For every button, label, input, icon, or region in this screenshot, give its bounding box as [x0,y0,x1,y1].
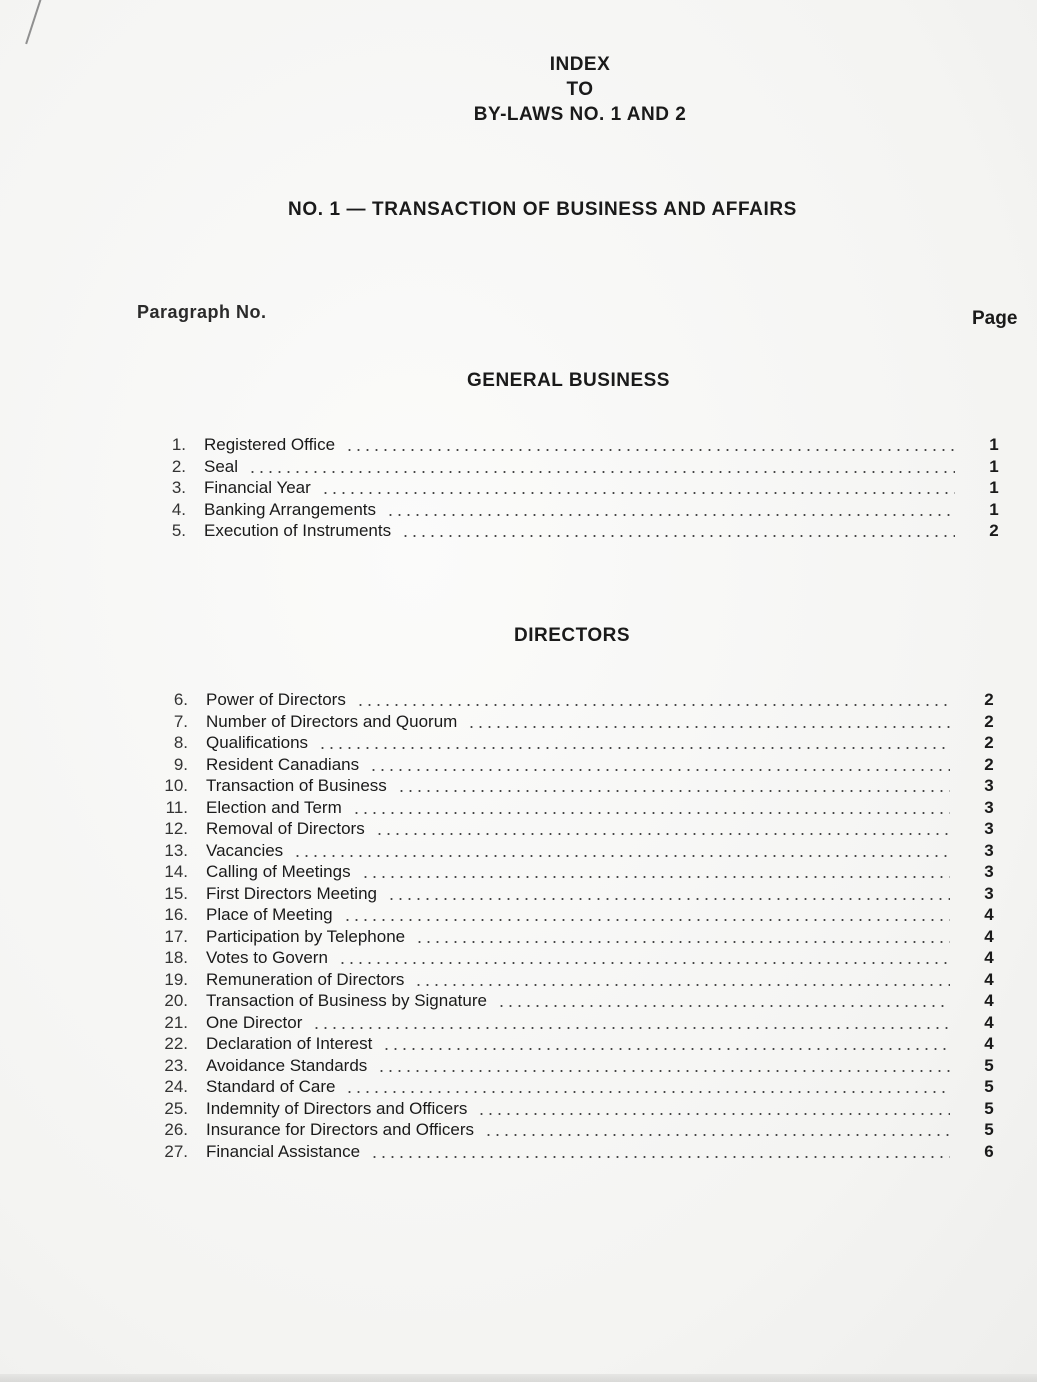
dot-leader [352,812,950,814]
paragraph-number: 18. [164,948,188,967]
dot-leader [484,1134,950,1136]
entry-title: Resident Canadians [206,754,360,774]
dot-leader [477,1113,950,1115]
dot-leader [401,535,955,537]
entry-title: Votes to Govern [206,948,328,967]
page-number: 2 [984,711,994,731]
entry-title: Election and Term [206,797,342,817]
page-number: 2 [984,754,994,774]
page-number: 4 [984,948,994,967]
toc-entry [0,775,1037,797]
entry-title: Participation by Telephone [206,926,406,946]
paragraph-number: 11. [165,797,188,817]
page-number: 5 [984,1077,994,1096]
paragraph-number: 20. [164,991,188,1010]
toc-entry [0,1119,1037,1141]
paragraph-number: 3. [171,478,186,497]
toc-entry [0,689,1037,711]
page-number: 2 [984,733,994,752]
entry-title: Removal of Directors [206,819,365,838]
entry-title: Vacancies [206,840,284,860]
paragraph-number: 13. [164,840,188,860]
toc-entry [0,969,1037,991]
toc-entry [0,1076,1037,1098]
dot-leader [361,876,950,878]
page-number: 3 [984,883,994,903]
paragraph-number: 15. [164,883,188,903]
page-number: 2 [984,690,994,709]
entry-title: Seal [204,456,239,476]
toc-entry [0,711,1037,733]
dot-leader [377,1070,950,1072]
dot-leader [382,1048,950,1050]
dot-leader [370,1156,950,1158]
paragraph-number: 10. [164,776,188,795]
dot-leader [345,1091,950,1093]
entry-title: Transaction of Business by Signature [206,991,487,1010]
pen-mark [25,0,42,44]
dot-leader [387,898,950,900]
page-number: 4 [984,1012,994,1032]
dot-leader [356,704,950,706]
page-number: 6 [984,1141,994,1161]
paragraph-number: 4. [171,499,186,519]
dot-leader [415,941,950,943]
dot-leader [375,833,950,835]
paragraph-number: 21. [164,1012,188,1032]
paragraph-number: 8. [173,733,188,752]
toc-general-business [0,434,1037,542]
paragraph-number: 16. [164,905,188,924]
toc-entry [0,1055,1037,1077]
dot-leader [497,1005,950,1007]
title-line-1: INDEX [549,54,611,75]
paragraph-number: 26. [164,1120,188,1139]
toc-entry [0,520,1037,542]
entry-title: Calling of Meetings [206,862,351,881]
entry-title: Standard of Care [206,1077,336,1096]
paragraph-number: 17. [164,926,188,946]
dot-leader [397,790,950,792]
dot-leader [467,726,950,728]
entry-title: Avoidance Standards [206,1055,368,1075]
bylaw-heading: NO. 1 — TRANSACTION OF BUSINESS AND AFFAIRS [288,199,797,220]
toc-entry [0,990,1037,1012]
paragraph-number: 27. [164,1141,188,1161]
entry-title: Remuneration of Directors [206,969,405,989]
paragraph-number: 12. [164,819,188,838]
page-column-label: Page [972,308,1018,329]
dot-leader [369,769,950,771]
toc-entry [0,797,1037,819]
dot-leader [338,962,950,964]
dot-leader [345,449,955,451]
toc-entry [0,840,1037,862]
toc-directors [0,689,1037,1162]
toc-entry [0,1098,1037,1120]
entry-title: Transaction of Business [206,776,387,795]
toc-entry [0,1141,1037,1163]
entry-title: Qualifications [206,733,309,752]
paragraph-number: 9. [173,754,188,774]
toc-entry [0,904,1037,926]
entry-title: Declaration of Interest [206,1034,373,1053]
page-number: 3 [984,819,994,838]
title-line-2: TO [566,79,594,100]
entry-title: Number of Directors and Quorum [206,711,458,731]
dot-leader [293,855,950,857]
page-number: 1 [989,456,999,476]
paragraph-number: 24. [164,1077,188,1096]
paragraph-number: 5. [171,521,186,540]
dot-leader [312,1027,950,1029]
paragraph-number: 23. [164,1055,188,1075]
toc-entry [0,1012,1037,1034]
page-number: 1 [989,435,999,454]
page-number: 3 [984,797,994,817]
paragraph-column-label: Paragraph No. [137,302,267,322]
toc-entry [0,883,1037,905]
entry-title: One Director [206,1012,303,1032]
section-title-general-business: GENERAL BUSINESS [467,370,670,391]
paragraph-number: 19. [164,969,188,989]
page-number: 4 [984,991,994,1010]
dot-leader [318,747,950,749]
entry-title: Financial Year [204,478,311,497]
title-line-3: BY-LAWS NO. 1 AND 2 [473,104,687,125]
paragraph-number: 2. [171,456,186,476]
entry-title: Banking Arrangements [204,499,376,519]
paragraph-number: 6. [173,690,188,709]
dot-leader [248,471,955,473]
page-number: 4 [984,926,994,946]
toc-entry [0,477,1037,499]
paragraph-number: 22. [164,1034,188,1053]
page-number: 3 [984,862,994,881]
toc-entry [0,754,1037,776]
paragraph-number: 1. [171,435,186,454]
page-number: 4 [984,1034,994,1053]
page-number: 3 [984,840,994,860]
page-edge [0,1374,1037,1382]
page-number: 4 [984,969,994,989]
entry-title: Power of Directors [206,690,346,709]
toc-entry [0,947,1037,969]
page-number: 2 [989,521,999,540]
entry-title: Insurance for Directors and Officers [206,1120,475,1139]
toc-entry [0,861,1037,883]
toc-entry [0,499,1037,521]
toc-entry [0,434,1037,456]
dot-leader [343,919,950,921]
index-title [430,52,730,127]
dot-leader [386,514,955,516]
entry-title: First Directors Meeting [206,883,377,903]
toc-entry [0,456,1037,478]
paragraph-number: 14. [164,862,188,881]
toc-entry [0,818,1037,840]
toc-entry [0,926,1037,948]
entry-title: Registered Office [204,435,336,454]
entry-title: Execution of Instruments [204,521,392,540]
page-number: 1 [989,499,999,519]
page-number: 5 [984,1098,994,1118]
entry-title: Indemnity of Directors and Officers [206,1098,468,1118]
dot-leader [321,492,955,494]
page-number: 3 [984,776,994,795]
page-number: 5 [984,1055,994,1075]
page-number: 4 [984,905,994,924]
section-title-directors: DIRECTORS [514,625,631,646]
dot-leader [414,984,950,986]
page-number: 5 [984,1120,994,1139]
paragraph-number: 7. [173,711,188,731]
entry-title: Place of Meeting [206,905,333,924]
toc-entry [0,1033,1037,1055]
page-number: 1 [989,478,999,497]
paragraph-number: 25. [164,1098,188,1118]
entry-title: Financial Assistance [206,1141,361,1161]
toc-entry [0,732,1037,754]
